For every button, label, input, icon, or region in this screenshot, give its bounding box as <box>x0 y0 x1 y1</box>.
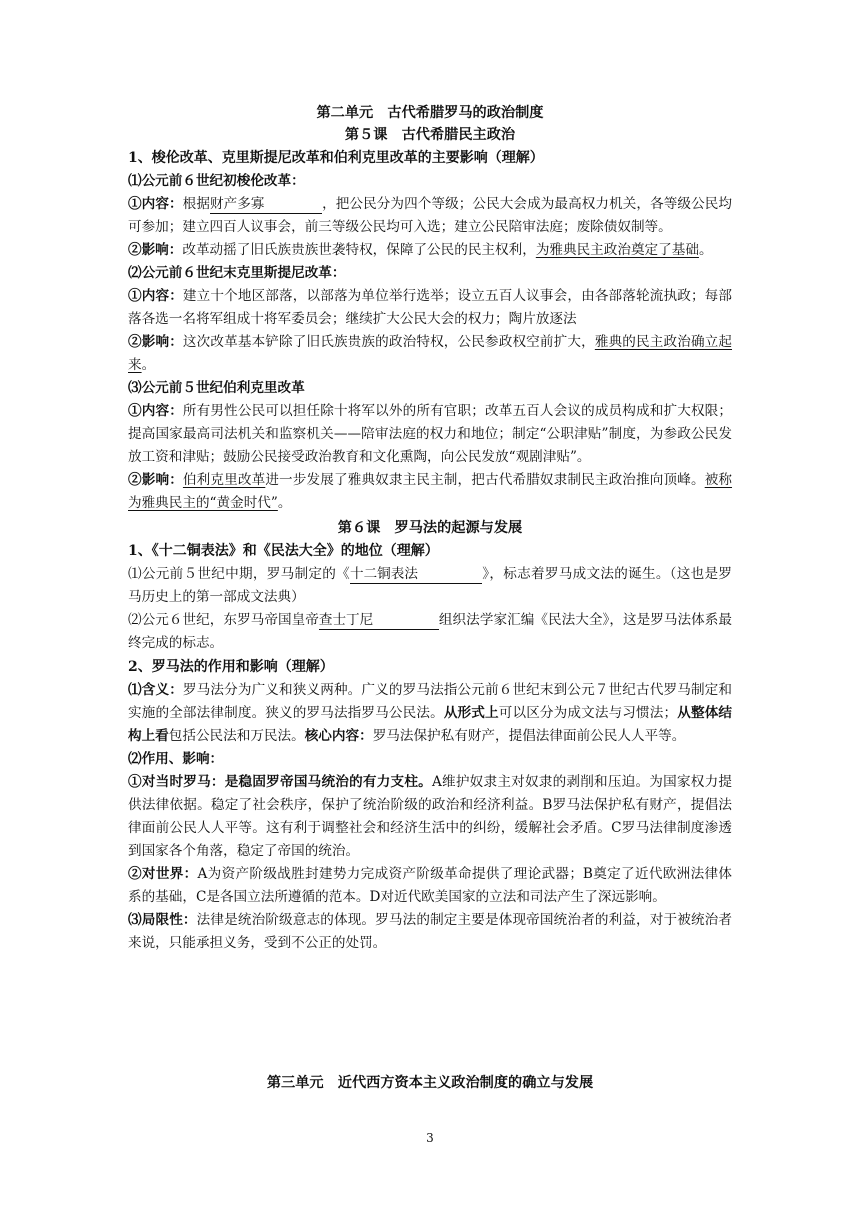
cleisthenes-content <box>128 285 732 331</box>
unit2-title: 第二单元 古代希腊罗马的政治制度 <box>316 105 544 121</box>
meaning-label: ⑴含义： <box>128 682 183 698</box>
content-label: ①内容： <box>128 403 183 419</box>
world-effect-paragraph <box>128 863 732 909</box>
section6-2-heading: 2、罗马法的作用和影响（理解） <box>128 659 334 675</box>
content-label: ①内容： <box>128 288 183 304</box>
content-column <box>128 102 732 955</box>
pericles-heading: ⑶公元前５世纪伯利克里改革 <box>128 380 305 396</box>
text: 改革动摇了旧氏族贵族世袭特权，保障了公民的民主权利， <box>182 242 536 258</box>
text: A为资产阶级战胜封建势力完成资产阶级革命提供了理论武器；B奠定了近代欧洲法律体系的基础，C是各国立法所遵循的范本。D对近代欧美国家的立法和司法产生了深远影响。 <box>128 866 732 905</box>
limit-label: ⑶局限性： <box>128 912 197 928</box>
cleisthenes-heading: ⑵公元前６世纪末克里斯提尼改革： <box>128 265 346 281</box>
solon-heading: ⑴公元前６世纪初梭伦改革： <box>128 173 305 189</box>
text: 罗马法保护私有财产，提倡法律面前公民人人平等。 <box>372 728 686 744</box>
meaning-paragraph <box>128 679 732 748</box>
text: 可以区分为成文法与习惯法； <box>498 705 678 721</box>
text: 这次改革基本铲除了旧氏族贵族的政治特权，公民参政权空前扩大， <box>182 334 595 350</box>
pericles-impact <box>128 469 732 515</box>
law-paragraph-1 <box>128 563 732 609</box>
section1-heading: 1、梭伦改革、克里斯提尼改革和伯利克里改革的主要影响（理解） <box>128 150 544 166</box>
text: 包括公民法和万民法。 <box>168 728 305 744</box>
fill-blank: 查士丁尼 <box>319 611 439 630</box>
lesson5-title: 第５课 古代希腊民主政治 <box>344 127 516 143</box>
lesson6-title: 第６课 罗马法的起源与发展 <box>337 520 523 536</box>
text: 组织法学家汇编《民法大全》，这是罗马法体系最终完成的标志。 <box>128 612 733 651</box>
text: 。 <box>141 357 156 373</box>
fill-blank: 十二铜表法 <box>350 565 482 584</box>
world-label: ②对世界： <box>128 866 198 882</box>
text: 所有男性公民可以担任除十将军以外的所有官职；改革五百人会议的成员构成和扩大权限；提高国家最高司法机关和监察机关——陪审法庭的权力和地位；制定“公职津贴”制度，为参政公民发放工资和津贴；鼓励公民接受政治教育和文化熏陶，向公民发放“观剧津贴”。 <box>128 403 732 465</box>
text: ⑴公元前５世纪中期，罗马制定的《 <box>128 566 350 582</box>
page-number: 3 <box>426 1131 434 1145</box>
text: 建立十个地区部落，以部落为单位举行选举；设立五百人议事会，由各部落轮流执政；每部落各选一名将军组成十将军委员会；继续扩大公民大会的权力；陶片放逐法 <box>128 288 732 327</box>
content-label: ①内容： <box>128 196 183 212</box>
bold-text: 核心内容： <box>304 728 373 744</box>
cleisthenes-impact <box>128 331 732 377</box>
underlined-text: 被称为雅典民主的“黄金时代” <box>128 472 733 511</box>
rome-effect-paragraph <box>128 771 732 863</box>
impact-label: ②影响： <box>128 242 183 258</box>
bold-text: 从形式上 <box>443 705 499 721</box>
pericles-content <box>128 400 732 469</box>
unit3-title: 第三单元 近代西方资本主义政治制度的确立与发展 <box>266 1075 594 1091</box>
text: 。 <box>277 495 292 511</box>
bold-text: 从整体结构上看 <box>128 705 733 744</box>
text: ⑵公元６世纪，东罗马帝国皇帝 <box>128 612 319 628</box>
underlined-text: 雅典的民主政治确立起来 <box>128 334 733 373</box>
text: 法律是统治阶级意志的体现。罗马法的制定主要是体现帝国统治者的利益，对于被统治者来说，只能承担义务，受到不公正的处罚。 <box>128 912 733 951</box>
text: 。 <box>698 242 713 258</box>
solon-content <box>128 193 732 239</box>
text: 进一步发展了雅典奴隶主民主制，把古代希腊奴隶制民主政治推向顶峰。 <box>265 472 705 488</box>
rome-label: ①对当时罗马：是稳固罗帝国马统治的有力支柱。 <box>128 774 432 790</box>
solon-impact <box>128 239 732 262</box>
text: 罗马法分为广义和狭义两种。广义的罗马法指公元前６世纪末到公元７世纪古代罗马制定和实施的全部法律制度。狭义的罗马法指罗马公民法。 <box>128 682 732 721</box>
text: 根据 <box>182 196 211 212</box>
underlined-text: 伯利克里改革 <box>182 472 266 488</box>
impact-label: ②影响： <box>128 472 183 488</box>
law-paragraph-2 <box>128 609 732 655</box>
limitation-paragraph <box>128 909 732 955</box>
fill-blank: 财产多寡 <box>210 195 322 214</box>
text: 》，标志着罗马成文法的诞生。（这也是罗马历史上的第一部成文法典） <box>128 566 732 605</box>
impact-label: ②影响： <box>128 334 183 350</box>
effect-heading: ⑵作用、影响： <box>128 751 224 767</box>
text: ，把公民分为四个等级；公民大会成为最高权力机关，各等级公民均可参加；建立四百人议事会，前三等级公民均可入选；建立公民陪审法庭；废除债奴制等。 <box>128 196 733 235</box>
underlined-text: 为雅典民主政治奠定了基础 <box>535 242 699 258</box>
text: A维护奴隶主对奴隶的剥削和压迫。为国家权力提供法律依据。稳定了社会秩序，保护了统治阶级的政治和经济利益。B罗马法保护私有财产，提倡法律面前公民人人平等。这有利于调整社会和经济生活中的纠纷，缓解社会矛盾。C罗马法律制度渗透到国家各个角落，稳定了帝国的统治。 <box>128 774 732 859</box>
section6-1-heading: 1、《十二铜表法》和《民法大全》的地位（理解） <box>128 543 439 559</box>
